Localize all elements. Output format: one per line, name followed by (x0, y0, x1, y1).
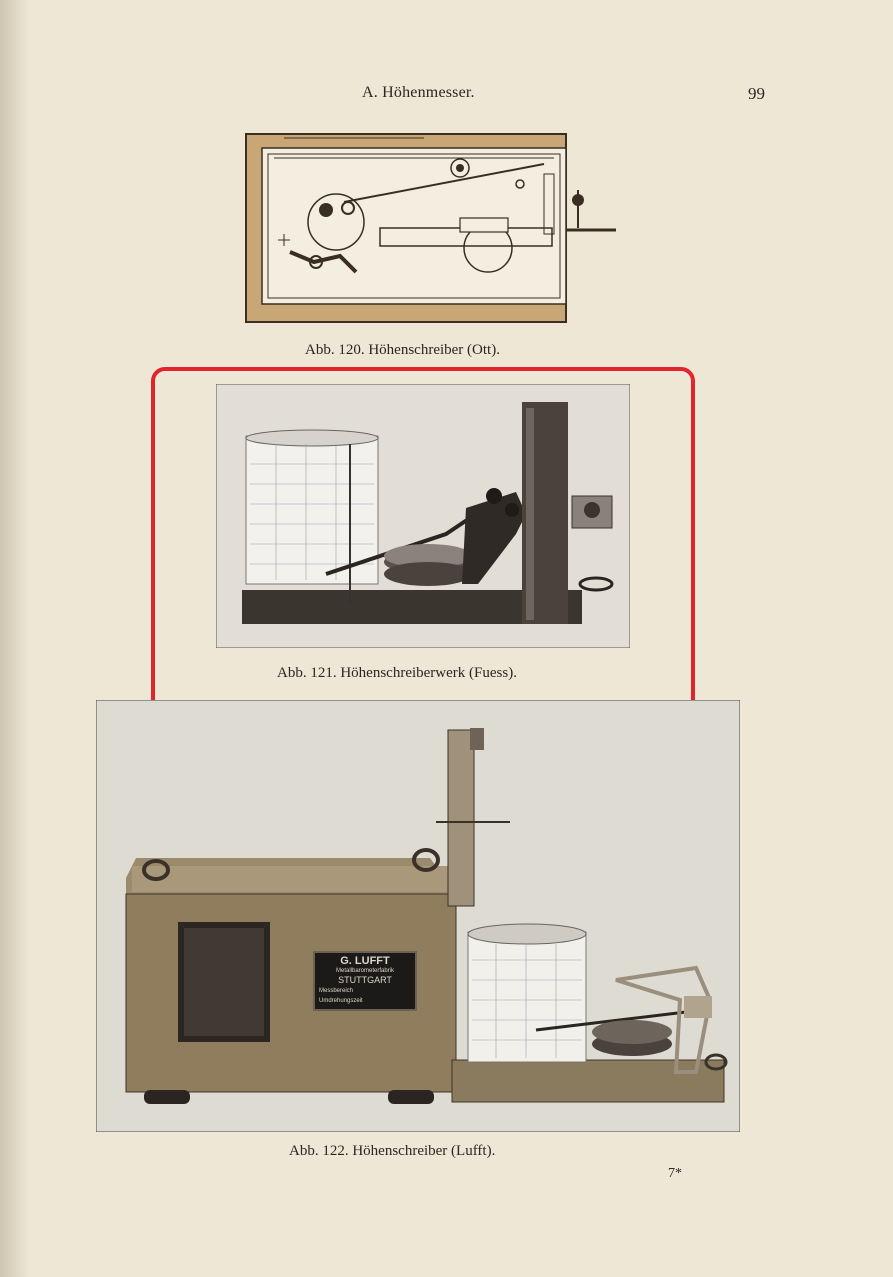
plate-line-1: G. LUFFT (340, 955, 390, 967)
plate-line-5: Umdrehungszeit (319, 998, 363, 1004)
page-gutter-shadow (0, 0, 30, 1277)
running-head: A. Höhenmesser. (362, 84, 475, 101)
plate-line-4: Messbereich (319, 988, 354, 994)
caption-figure-122: Abb. 122. Höhenschreiber (Lufft). (289, 1143, 496, 1159)
highlight-box (151, 367, 695, 716)
caption-figure-120: Abb. 120. Höhenschreiber (Ott). (305, 342, 500, 358)
signature-mark: 7* (668, 1166, 682, 1181)
manufacturer-plate (313, 951, 417, 1011)
plate-line-2: Metallbarometerfabrik (335, 968, 395, 974)
page-number: 99 (748, 84, 765, 103)
page-header (0, 84, 893, 108)
figure-122-photo (96, 700, 740, 1132)
plate-line-3: STUTTGART (338, 975, 392, 985)
caption-figure-121: Abb. 121. Höhenschreiberwerk (Fuess). (277, 665, 517, 681)
figure-120-drawing (244, 130, 624, 326)
